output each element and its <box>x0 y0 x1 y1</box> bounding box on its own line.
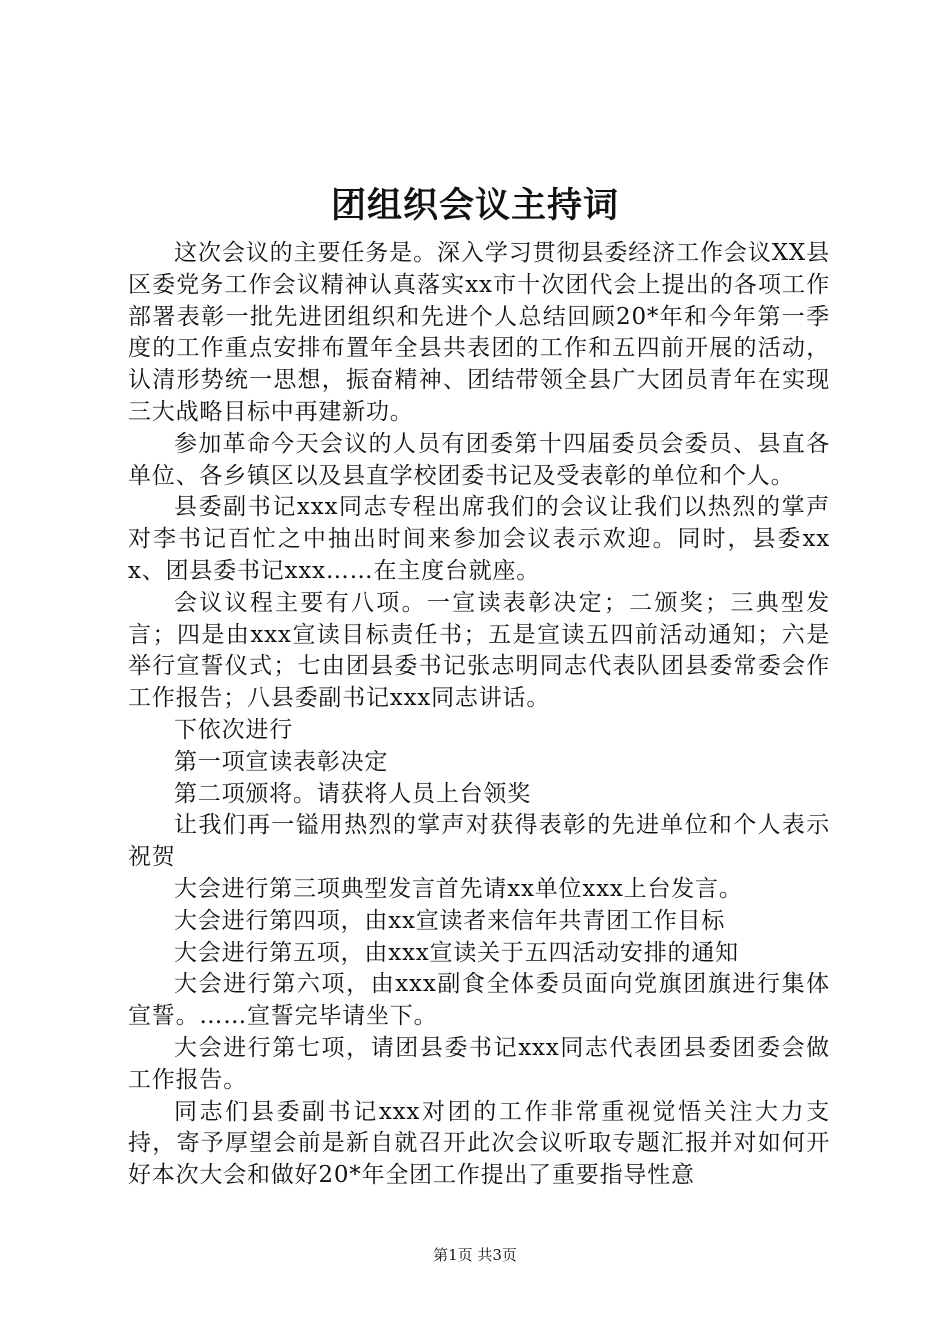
paragraph: 大会进行第四项，由xx宣读者来信年共青团工作目标 <box>174 907 726 934</box>
paragraph: 第二项颁将。请获将人员上台领奖 <box>174 780 531 807</box>
paragraph: 大会进行第七项，请团县委书记xxx同志代表团县委团委会做工作报告。 <box>128 1034 830 1093</box>
document-title: 团组织会议主持词 <box>330 186 619 226</box>
page-footer: 第1页 共3页 <box>433 1246 517 1264</box>
paragraph: 下依次进行 <box>174 716 293 743</box>
paragraph: 第一项宣读表彰决定 <box>174 748 389 775</box>
paragraph: 参加革命今天会议的人员有团委第十四届委员会委员、县直各单位、各乡镇区以及县直学校团委书记及受表彰的单位和个人。 <box>128 430 830 489</box>
paragraph: 大会进行第三项典型发言首先请xx单位xxx上台发言。 <box>174 875 743 902</box>
paragraph: 这次会议的主要任务是。深入学习贯彻县委经济工作会议XX县区委党务工作会议精神认真落实xx市十次团代会上提出的各项工作部署表彰一批先进团组织和先进个人总结回顾20*年和今年第一季度的工作重点安排布置年全县共表团的工作和五四前开展的活动，认清形势统一思想，振奋精神、团结带领全县广大团员青年在实现三大战略目标中再建新功。 <box>128 240 830 425</box>
paragraph: 同志们县委副书记xxx对团的工作非常重视觉悟关注大力支持，寄予厚望会前是新自就召开此次会议听取专题汇报并对如何开好本次大会和做好20*年全团工作提出了重要指导性意 <box>128 1098 830 1189</box>
paragraph: 让我们再一镒用热烈的掌声对获得表彰的先进单位和个人表示祝贺 <box>128 812 830 871</box>
paragraph: 县委副书记xxx同志专程出席我们的会议让我们以热烈的掌声对李书记百忙之中抽出时间来参加会议表示欢迎。同时，县委xxx、团县委书记xxx……在主度台就座。 <box>128 494 830 584</box>
paragraph: 大会进行第六项，由xxx副食全体委员面向党旗团旗进行集体宣誓。……宣誓完毕请坐下。 <box>128 971 830 1030</box>
paragraph: 大会进行第五项，由xxx宣读关于五四活动安排的通知 <box>174 939 739 966</box>
paragraph: 会议议程主要有八项。一宣读表彰决定；二颁奖；三典型发言；四是由xxx宣读目标责任书；五是宣读五四前活动通知；六是举行宣誓仪式；七由团县委书记张志明同志代表队团县委常委会作工作报告；八县委副书记xxx同志讲话。 <box>128 589 830 712</box>
document-body <box>128 238 830 1192</box>
